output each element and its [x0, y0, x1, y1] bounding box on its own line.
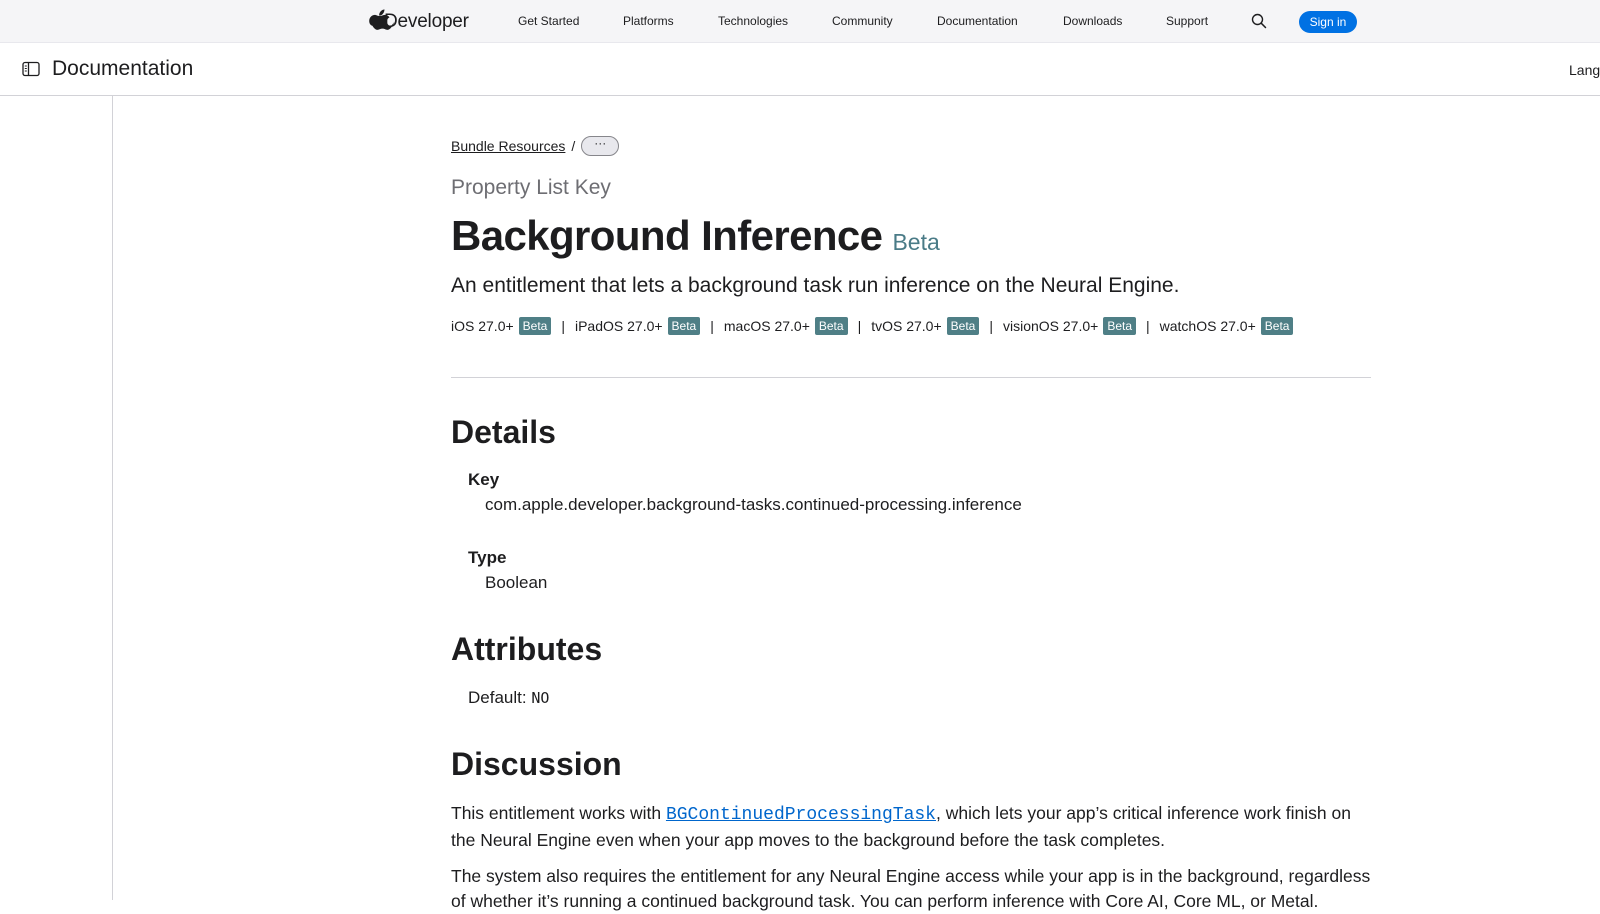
- page-title: Background Inference: [451, 212, 883, 259]
- platform-ios: [451, 317, 551, 335]
- default-attribute: [468, 688, 549, 708]
- platform-name: visionOS 27.0+: [1002, 318, 1099, 334]
- platform-name: tvOS 27.0+: [871, 318, 942, 334]
- discussion-text: , which lets your app’s critical inference work finish on the Neural Engine even when your app moves to the background before the task completes.: [451, 803, 1351, 850]
- platform-macos: [724, 317, 848, 335]
- nav-support[interactable]: Support: [1166, 14, 1209, 28]
- nav-technologies[interactable]: Technologies: [718, 14, 789, 28]
- beta-badge: Beta: [519, 317, 552, 335]
- nav-get-started[interactable]: Get Started: [518, 14, 580, 28]
- language-selector[interactable]: Lang: [1569, 62, 1600, 78]
- type-label: Type: [468, 548, 507, 567]
- discussion-text: This entitlement works with: [451, 803, 666, 823]
- discussion-paragraph-1: [451, 801, 1371, 853]
- search-icon[interactable]: [1251, 13, 1267, 29]
- discussion-heading: Discussion: [451, 746, 622, 782]
- key-value: com.apple.developer.background-tasks.continued-processing.inference: [485, 495, 1022, 514]
- developer-wordmark: Developer: [384, 11, 469, 32]
- nav-platforms[interactable]: Platforms: [623, 14, 674, 28]
- page-eyebrow: Property List Key: [451, 176, 611, 199]
- apple-logo-icon: [368, 12, 383, 30]
- bgcontinuedprocessingtask-link[interactable]: BGContinuedProcessingTask: [665, 805, 936, 825]
- sidebar-toggle-icon[interactable]: [22, 61, 40, 77]
- title-row: [451, 212, 940, 260]
- documentation-title[interactable]: Documentation: [52, 57, 194, 80]
- platform-separator: |: [561, 318, 565, 334]
- page-abstract: An entitlement that lets a background task run inference on the Neural Engine.: [451, 274, 1180, 297]
- section-divider: [451, 377, 1371, 378]
- breadcrumb: [451, 136, 619, 156]
- beta-badge: Beta: [815, 317, 848, 335]
- platform-watchos: [1160, 317, 1294, 335]
- beta-badge: Beta: [668, 317, 701, 335]
- platform-availability: [451, 317, 1293, 335]
- platform-name: watchOS 27.0+: [1159, 318, 1256, 334]
- default-value: NO: [531, 689, 550, 707]
- title-beta-label: Beta: [892, 229, 940, 255]
- breadcrumb-more-button[interactable]: ···: [581, 136, 619, 156]
- documentation-bar: [0, 43, 1600, 96]
- breadcrumb-bundle-resources[interactable]: Bundle Resources: [451, 138, 566, 154]
- details-heading: Details: [451, 414, 556, 450]
- platform-visionos: [1003, 317, 1136, 335]
- nav-downloads[interactable]: Downloads: [1063, 14, 1123, 28]
- beta-badge: Beta: [947, 317, 980, 335]
- platform-separator: |: [989, 318, 993, 334]
- platform-name: iOS 27.0+: [451, 318, 514, 334]
- breadcrumb-separator: /: [571, 138, 576, 154]
- default-label: Default:: [468, 688, 532, 707]
- platform-separator: |: [857, 318, 862, 334]
- discussion-paragraph-2: The system also requires the entitlement for any Neural Engine access while your app is in the background, regardless of whether it’s running a continued background task. You can perform inference with Core AI, Core ML, or Metal.: [451, 866, 1371, 911]
- attributes-heading: Attributes: [451, 631, 603, 667]
- global-nav: [0, 0, 1600, 43]
- nav-community[interactable]: Community: [832, 14, 893, 28]
- apple-developer-logo[interactable]: [368, 9, 469, 35]
- platform-separator: |: [1146, 318, 1150, 334]
- platform-name: iPadOS 27.0+: [574, 318, 663, 334]
- sidebar-divider: [112, 96, 113, 900]
- beta-badge: Beta: [1261, 317, 1294, 335]
- beta-badge: Beta: [1103, 317, 1136, 335]
- nav-documentation[interactable]: Documentation: [937, 14, 1018, 28]
- sign-in-button[interactable]: Sign in: [1299, 11, 1357, 33]
- type-value: Boolean: [485, 573, 548, 592]
- key-label: Key: [468, 470, 500, 489]
- platform-name: macOS 27.0+: [723, 318, 810, 334]
- platform-separator: |: [710, 318, 714, 334]
- platform-ipados: [575, 317, 700, 335]
- platform-tvos: [871, 317, 979, 335]
